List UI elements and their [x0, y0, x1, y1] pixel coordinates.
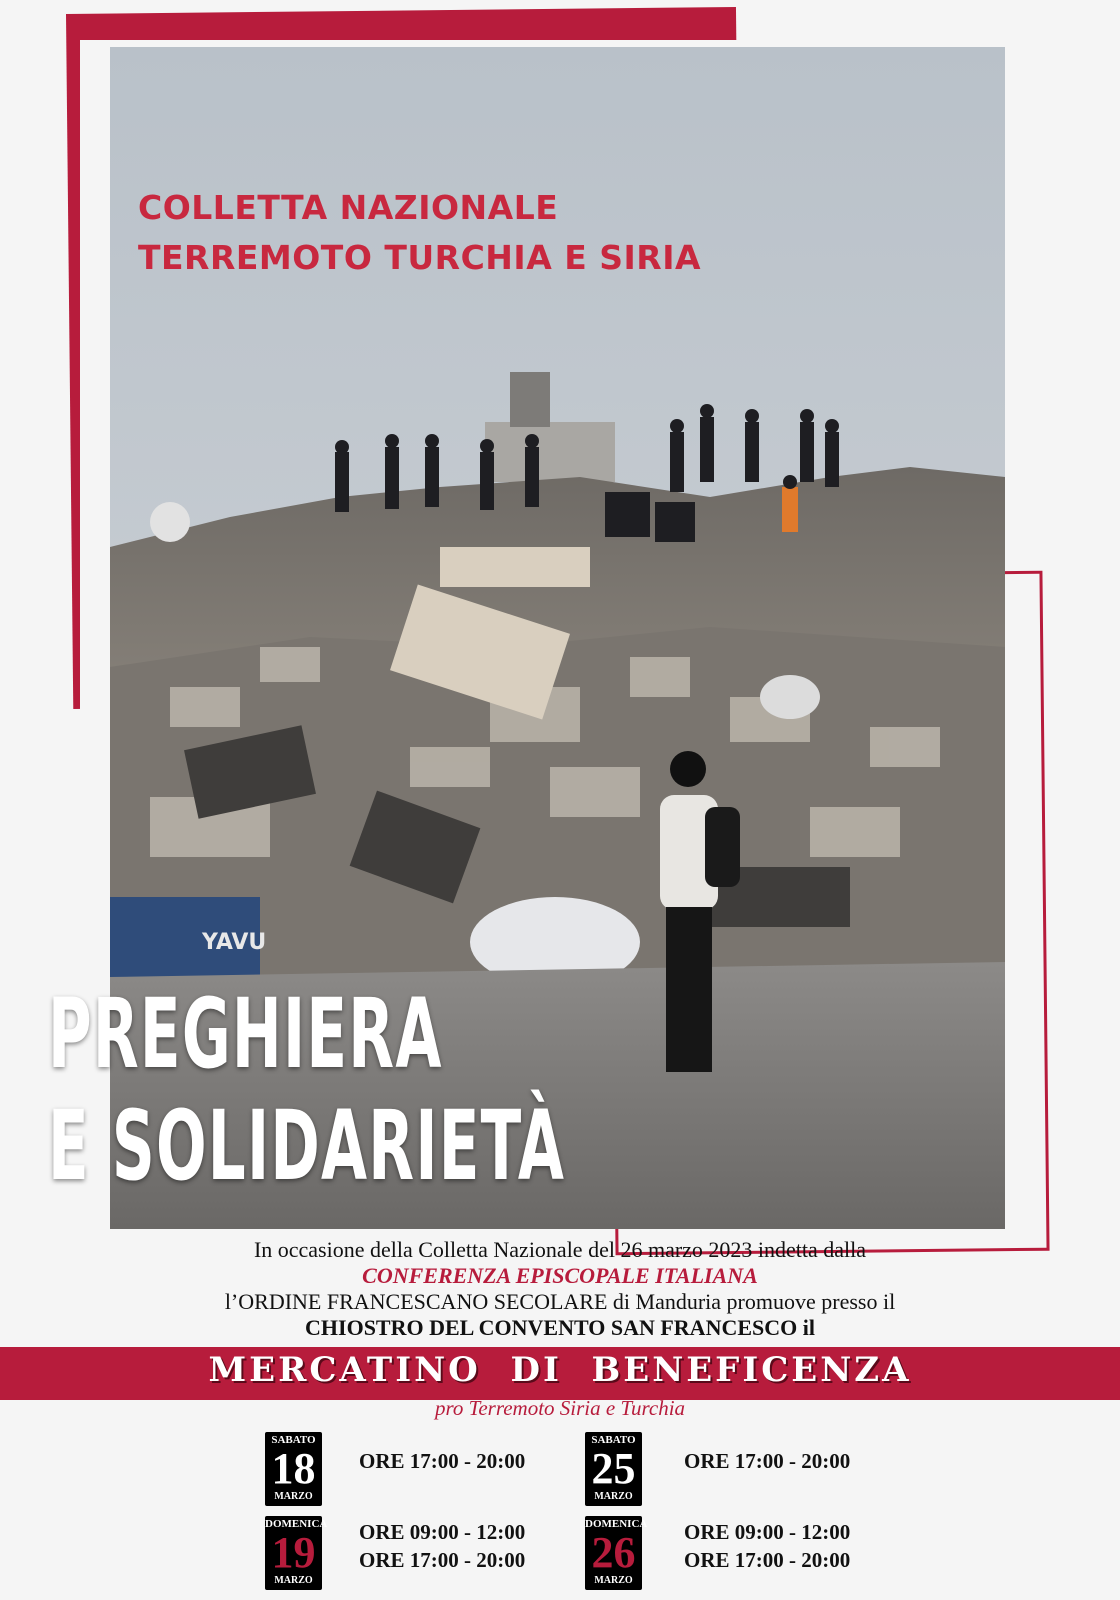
day-number: 19 [271, 1528, 316, 1577]
main-title [48, 978, 565, 1202]
hours-line-afternoon: ORE 17:00 - 20:00 [359, 1548, 526, 1572]
intro-line-cei: CONFERENZA EPISCOPALE ITALIANA [362, 1263, 758, 1288]
day-name: DOMENICA [585, 1518, 648, 1530]
event-title: MERCATINO DI BENEFICENZA [208, 1350, 912, 1390]
day-name: DOMENICA [265, 1518, 328, 1530]
event-subtitle: pro Terremoto Siria e Turchia [434, 1396, 686, 1420]
month-name: MARZO [274, 1491, 313, 1502]
date-badge-sun-26 [585, 1516, 648, 1590]
title-line-2: E SOLIDARIETÀ [48, 1090, 566, 1202]
day-number: 26 [591, 1528, 636, 1577]
month-name: MARZO [594, 1491, 633, 1502]
intro-text [0, 1237, 1120, 1341]
day-name: SABATO [591, 1434, 636, 1446]
photo-sign-text: YAVU [202, 930, 267, 955]
hours-line: ORE 17:00 - 20:00 [684, 1449, 851, 1473]
hours-sun-19 [359, 1518, 525, 1574]
day-number: 18 [271, 1444, 316, 1493]
hours-line: ORE 17:00 - 20:00 [359, 1449, 526, 1473]
headline-line-1: COLLETTA NAZIONALE [138, 188, 559, 227]
month-name: MARZO [274, 1575, 313, 1586]
hours-line-morning: ORE 09:00 - 12:00 [359, 1520, 526, 1544]
intro-line-1: In occasione della Colletta Nazionale del 26 marzo 2023 indetta dalla [253, 1237, 867, 1262]
intro-line-venue: CHIOSTRO DEL CONVENTO SAN FRANCESCO il [305, 1315, 815, 1340]
month-name: MARZO [594, 1575, 633, 1586]
day-name: SABATO [271, 1434, 316, 1446]
hours-line-morning: ORE 09:00 - 12:00 [684, 1520, 851, 1544]
date-badge-sun-19 [265, 1516, 328, 1590]
day-number: 25 [591, 1444, 636, 1493]
hours-sat-25 [684, 1447, 850, 1475]
hours-sun-26 [684, 1518, 850, 1574]
collection-headline [138, 183, 701, 283]
hours-sat-18 [359, 1447, 525, 1475]
headline-line-2: TERREMOTO TURCHIA E SIRIA [138, 238, 702, 277]
date-badge-sat-25 [585, 1432, 642, 1506]
date-badge-sat-18 [265, 1432, 322, 1506]
hours-line-afternoon: ORE 17:00 - 20:00 [684, 1548, 851, 1572]
intro-line-3: l’ORDINE FRANCESCANO SECOLARE di Manduria promuove presso il [224, 1289, 896, 1314]
title-line-1: PREGHIERA [48, 978, 443, 1090]
